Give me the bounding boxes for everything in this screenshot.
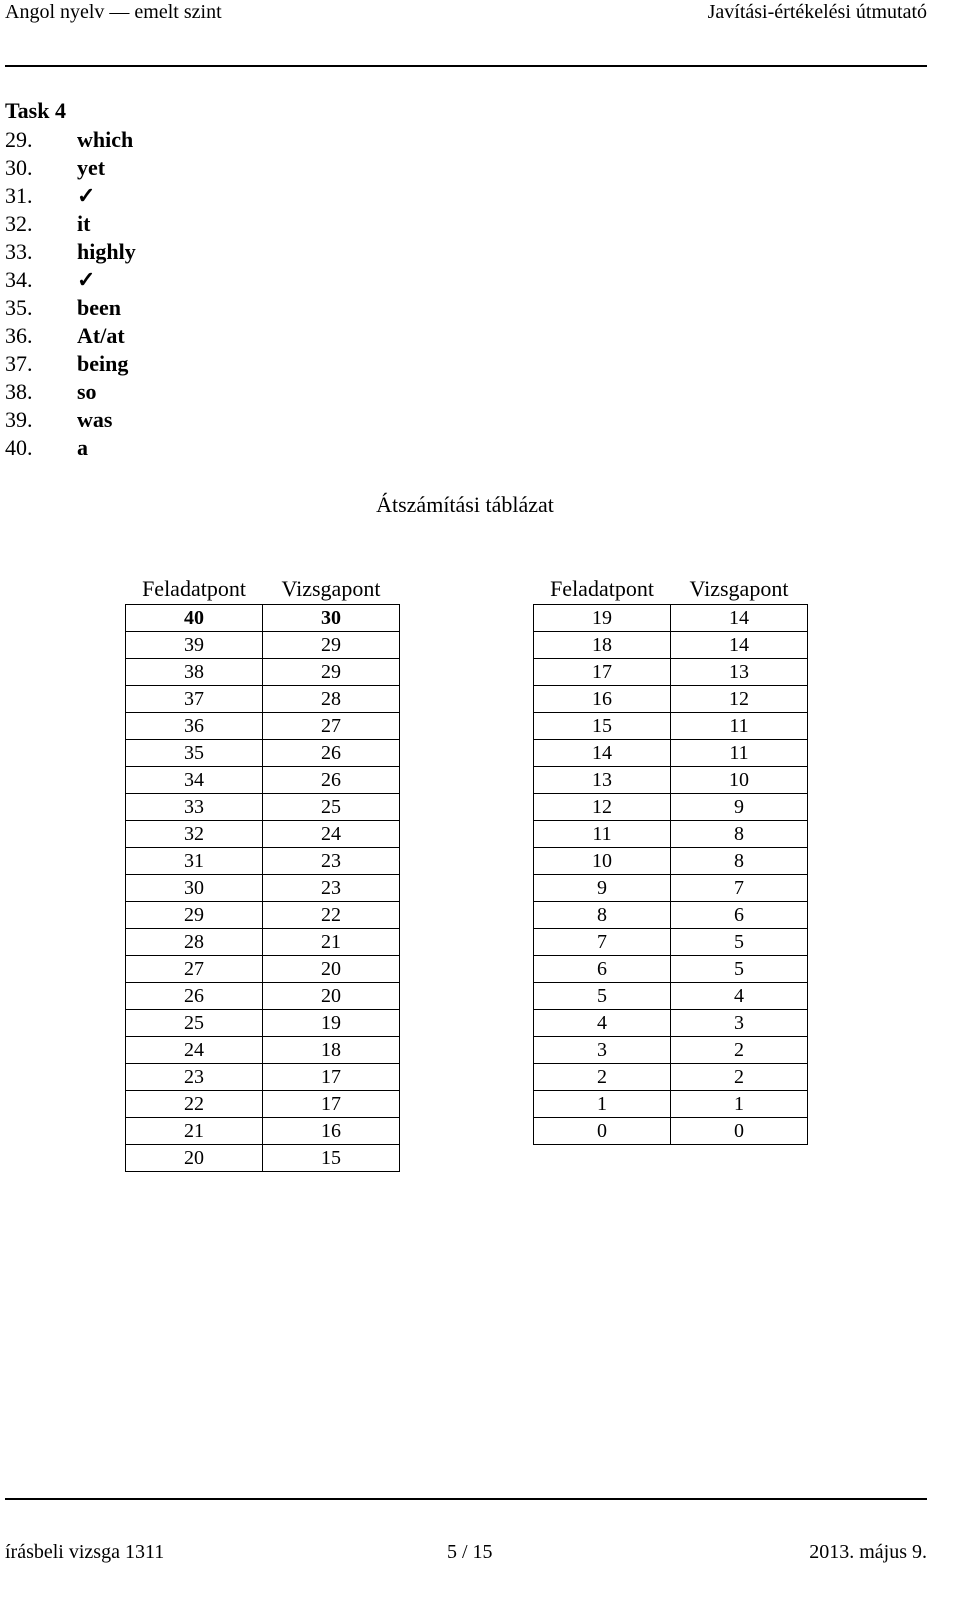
feladatpont-cell: 18 (534, 632, 671, 659)
answer-number: 31. (5, 183, 33, 208)
table-row (534, 794, 808, 821)
page-number: 5 / 15 (447, 1541, 493, 1563)
vizsgapont-cell: 10 (671, 767, 808, 794)
feladatpont-cell: 7 (534, 929, 671, 956)
feladatpont-cell: 20 (126, 1145, 263, 1172)
feladatpont-cell: 17 (534, 659, 671, 686)
vizsgapont-cell: 29 (263, 659, 400, 686)
table-row (534, 659, 808, 686)
answer-item (5, 434, 136, 462)
table-row (126, 767, 400, 794)
vizsgapont-cell: 17 (263, 1064, 400, 1091)
table-row (126, 740, 400, 767)
answer-item (5, 294, 136, 322)
feladatpont-cell: 10 (534, 848, 671, 875)
answer-item (5, 406, 136, 434)
page-footer (5, 1541, 927, 1567)
answer-number: 38. (5, 379, 33, 404)
table-row (534, 632, 808, 659)
feladatpont-cell: 23 (126, 1064, 263, 1091)
feladatpont-cell: 34 (126, 767, 263, 794)
table-row (534, 1118, 808, 1145)
vizsgapont-cell: 29 (263, 632, 400, 659)
feladatpont-cell: 11 (534, 821, 671, 848)
answer-number: 35. (5, 295, 33, 320)
vizsgapont-cell: 11 (671, 740, 808, 767)
feladatpont-cell: 0 (534, 1118, 671, 1145)
vizsgapont-cell: 22 (263, 902, 400, 929)
vizsgapont-cell: 6 (671, 902, 808, 929)
answer-number: 29. (5, 127, 33, 152)
table-row (126, 875, 400, 902)
table-row (126, 1145, 400, 1172)
vizsgapont-cell: 3 (671, 1010, 808, 1037)
feladatpont-cell: 31 (126, 848, 263, 875)
answer-text: been (77, 295, 121, 320)
feladatpont-cell: 8 (534, 902, 671, 929)
feladatpont-cell: 39 (126, 632, 263, 659)
feladatpont-cell: 13 (534, 767, 671, 794)
vizsgapont-cell: 27 (263, 713, 400, 740)
answer-list (5, 126, 136, 462)
answer-number: 32. (5, 211, 33, 236)
feladatpont-cell: 28 (126, 929, 263, 956)
feladatpont-cell: 5 (534, 983, 671, 1010)
table-row (126, 848, 400, 875)
feladatpont-cell: 37 (126, 686, 263, 713)
answer-text: which (77, 127, 134, 152)
feladatpont-cell: 9 (534, 875, 671, 902)
vizsgapont-cell: 5 (671, 956, 808, 983)
table-row (126, 605, 400, 632)
table-row (534, 713, 808, 740)
feladatpont-cell: 21 (126, 1118, 263, 1145)
answer-text: a (77, 435, 88, 460)
answer-item (5, 238, 136, 266)
vizsgapont-cell: 23 (263, 848, 400, 875)
vizsgapont-cell: 11 (671, 713, 808, 740)
answer-item (5, 182, 136, 210)
feladatpont-cell: 14 (534, 740, 671, 767)
table-row (534, 902, 808, 929)
vizsgapont-cell: 5 (671, 929, 808, 956)
answer-item (5, 266, 136, 294)
feladatpont-cell: 1 (534, 1091, 671, 1118)
table-row (534, 821, 808, 848)
table-row (534, 875, 808, 902)
vizsgapont-cell: 17 (263, 1091, 400, 1118)
column-header-feladatpont: Feladatpont (142, 576, 246, 601)
table-row (126, 821, 400, 848)
table-row (534, 1091, 808, 1118)
answer-text: At/at (77, 323, 125, 348)
column-header-vizsgapont: Vizsgapont (281, 576, 381, 601)
page-header (5, 0, 927, 30)
table-row (126, 1118, 400, 1145)
answer-item (5, 210, 136, 238)
table-row (126, 1037, 400, 1064)
conversion-table-title: Átszámítási táblázat (376, 492, 554, 517)
answer-text: was (77, 407, 113, 432)
feladatpont-cell: 35 (126, 740, 263, 767)
feladatpont-cell: 15 (534, 713, 671, 740)
feladatpont-cell: 27 (126, 956, 263, 983)
feladatpont-cell: 3 (534, 1037, 671, 1064)
answer-item (5, 350, 136, 378)
vizsgapont-cell: 14 (671, 605, 808, 632)
feladatpont-cell: 16 (534, 686, 671, 713)
vizsgapont-cell: 25 (263, 794, 400, 821)
answer-number: 37. (5, 351, 33, 376)
table-row (126, 713, 400, 740)
table-row (534, 686, 808, 713)
header-subject: Angol nyelv — emelt szint (5, 1, 222, 23)
feladatpont-cell: 12 (534, 794, 671, 821)
vizsgapont-cell: 23 (263, 875, 400, 902)
vizsgapont-cell: 15 (263, 1145, 400, 1172)
vizsgapont-cell: 20 (263, 956, 400, 983)
answer-text: it (77, 211, 91, 236)
feladatpont-cell: 26 (126, 983, 263, 1010)
vizsgapont-cell: 26 (263, 767, 400, 794)
vizsgapont-cell: 19 (263, 1010, 400, 1037)
table-row (534, 929, 808, 956)
footer-rule (5, 1498, 927, 1500)
table-row (534, 1064, 808, 1091)
table-row (126, 1091, 400, 1118)
table-row (126, 902, 400, 929)
vizsgapont-cell: 4 (671, 983, 808, 1010)
answer-number: 34. (5, 267, 33, 292)
answer-item (5, 126, 136, 154)
column-header-feladatpont: Feladatpont (550, 576, 654, 601)
feladatpont-cell: 30 (126, 875, 263, 902)
answer-item (5, 154, 136, 182)
header-doc-type: Javítási-értékelési útmutató (707, 1, 927, 23)
answer-text: so (77, 379, 97, 404)
answer-text: yet (77, 155, 106, 180)
vizsgapont-cell: 30 (263, 605, 400, 632)
vizsgapont-cell: 24 (263, 821, 400, 848)
answer-number: 33. (5, 239, 33, 264)
vizsgapont-cell: 1 (671, 1091, 808, 1118)
feladatpont-cell: 2 (534, 1064, 671, 1091)
answer-text: being (77, 351, 129, 376)
vizsgapont-cell: 12 (671, 686, 808, 713)
vizsgapont-cell: 26 (263, 740, 400, 767)
table-row (534, 740, 808, 767)
feladatpont-cell: 25 (126, 1010, 263, 1037)
table-row (534, 983, 808, 1010)
vizsgapont-cell: 14 (671, 632, 808, 659)
vizsgapont-cell: 2 (671, 1037, 808, 1064)
vizsgapont-cell: 21 (263, 929, 400, 956)
feladatpont-cell: 40 (126, 605, 263, 632)
table-row (534, 1010, 808, 1037)
footer-date: 2013. május 9. (809, 1541, 927, 1563)
footer-exam-code: írásbeli vizsga 1311 (5, 1541, 165, 1563)
vizsgapont-cell: 20 (263, 983, 400, 1010)
table-row (126, 929, 400, 956)
feladatpont-cell: 36 (126, 713, 263, 740)
vizsgapont-cell: 9 (671, 794, 808, 821)
table-row (534, 767, 808, 794)
vizsgapont-cell: 13 (671, 659, 808, 686)
answer-item (5, 378, 136, 406)
answer-number: 39. (5, 407, 33, 432)
feladatpont-cell: 22 (126, 1091, 263, 1118)
answer-number: 30. (5, 155, 33, 180)
vizsgapont-cell: 0 (671, 1118, 808, 1145)
feladatpont-cell: 19 (534, 605, 671, 632)
table-row (534, 848, 808, 875)
table-row (126, 794, 400, 821)
vizsgapont-cell: 16 (263, 1118, 400, 1145)
table-row (534, 605, 808, 632)
answer-number: 40. (5, 435, 33, 460)
table-row (126, 1064, 400, 1091)
table-row (126, 632, 400, 659)
table-row (534, 1037, 808, 1064)
vizsgapont-cell: 28 (263, 686, 400, 713)
conversion-table-left (125, 574, 400, 1172)
task-title: Task 4 (5, 98, 66, 123)
table-row (534, 956, 808, 983)
table-row (126, 983, 400, 1010)
vizsgapont-cell: 7 (671, 875, 808, 902)
table-row (126, 956, 400, 983)
vizsgapont-cell: 8 (671, 821, 808, 848)
vizsgapont-cell: 8 (671, 848, 808, 875)
answer-number: 36. (5, 323, 33, 348)
feladatpont-cell: 24 (126, 1037, 263, 1064)
vizsgapont-cell: 2 (671, 1064, 808, 1091)
table-row (126, 1010, 400, 1037)
feladatpont-cell: 38 (126, 659, 263, 686)
answer-item (5, 322, 136, 350)
feladatpont-cell: 32 (126, 821, 263, 848)
vizsgapont-cell: 18 (263, 1037, 400, 1064)
table-row (126, 659, 400, 686)
feladatpont-cell: 33 (126, 794, 263, 821)
feladatpont-cell: 29 (126, 902, 263, 929)
answer-text: highly (77, 239, 136, 264)
checkmark-icon: ✓ (77, 183, 96, 208)
conversion-table-right (533, 574, 808, 1145)
feladatpont-cell: 6 (534, 956, 671, 983)
checkmark-icon: ✓ (77, 267, 96, 292)
table-row (126, 686, 400, 713)
column-header-vizsgapont: Vizsgapont (689, 576, 789, 601)
header-rule (5, 65, 927, 67)
feladatpont-cell: 4 (534, 1010, 671, 1037)
